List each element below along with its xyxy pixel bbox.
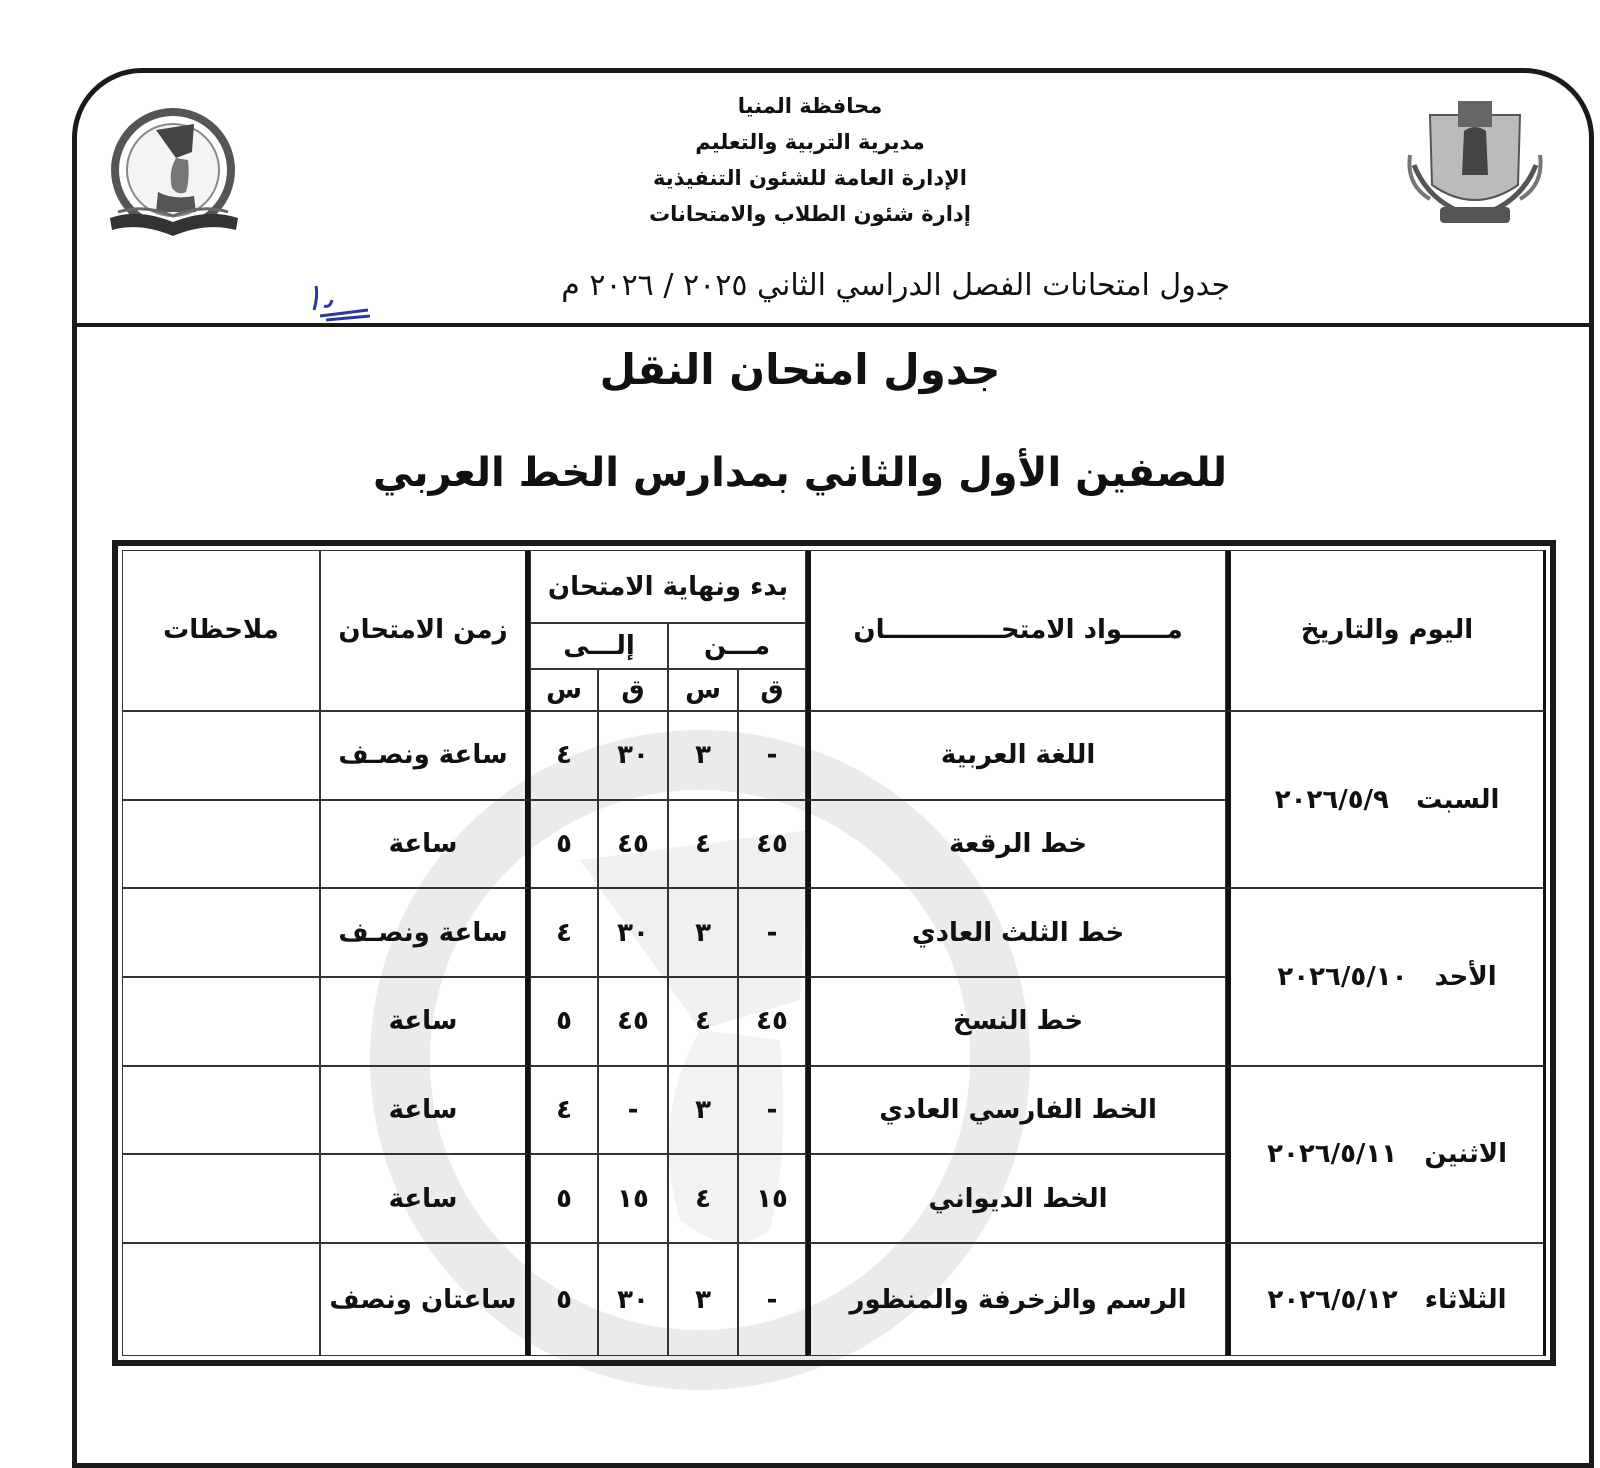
- day-date-cell: [1226, 711, 1546, 888]
- document-title: جدول امتحانات الفصل الدراسي الثاني ٢٠٢٥ / ٢٠٢٦ م: [561, 268, 1230, 303]
- day-date-cell: [1226, 1243, 1546, 1356]
- subject-cell: خط النسخ: [806, 977, 1226, 1066]
- from-hour-cell: ٣: [668, 711, 738, 800]
- duration-cell: ساعة ونصـف: [320, 711, 530, 800]
- table-row: [122, 888, 1546, 977]
- exam-date: ٢٠٢٦/٥/١٢: [1267, 1284, 1398, 1315]
- notes-cell: [122, 800, 320, 889]
- to-minute-cell: ٤٥: [598, 977, 668, 1066]
- from-minute-cell: -: [738, 1066, 806, 1155]
- notes-cell: [122, 1154, 320, 1243]
- schedule-grid: [122, 550, 1546, 1356]
- to-hour-cell: ٤: [530, 711, 598, 800]
- nefertiti-logo-icon: [98, 100, 248, 250]
- governorate-name: محافظة المنيا: [737, 94, 883, 118]
- header-start-end: بدء ونهاية الامتحان: [530, 550, 806, 623]
- from-hour-cell: ٣: [668, 888, 738, 977]
- exam-schedule-table: [112, 540, 1556, 1366]
- to-hour-cell: ٤: [530, 1066, 598, 1155]
- to-hour-cell: ٥: [530, 1243, 598, 1356]
- notes-cell: [122, 1066, 320, 1155]
- header-subjects: مـــــواد الامتحـــــــــــــان: [806, 550, 1226, 711]
- to-minute-cell: ٣٠: [598, 711, 668, 800]
- header-from-hour: س: [668, 669, 738, 711]
- exam-subtitle: للصفين الأول والثاني بمدارس الخط العربي: [373, 450, 1227, 496]
- to-minute-cell: ٣٠: [598, 888, 668, 977]
- header-to-hour: س: [530, 669, 598, 711]
- duration-cell: ساعة: [320, 1154, 530, 1243]
- to-hour-cell: ٥: [530, 977, 598, 1066]
- duration-cell: ساعة: [320, 977, 530, 1066]
- exam-date: ٢٠٢٦/٥/٩: [1274, 784, 1389, 815]
- header-from-minute: ق: [738, 669, 806, 711]
- from-hour-cell: ٤: [668, 977, 738, 1066]
- day-date-cell: [1226, 888, 1546, 1065]
- day-name: الثلاثاء: [1424, 1284, 1507, 1315]
- table-row: [122, 711, 1546, 800]
- subject-cell: خط الرقعة: [806, 800, 1226, 889]
- to-minute-cell: ٤٥: [598, 800, 668, 889]
- duration-cell: ساعة: [320, 800, 530, 889]
- header-to: إلـــى: [530, 623, 668, 669]
- to-minute-cell: ١٥: [598, 1154, 668, 1243]
- day-name: الاثنين: [1424, 1139, 1507, 1170]
- header-notes: ملاحظات: [122, 550, 320, 711]
- day-name: الأحد: [1434, 961, 1497, 992]
- table-row: [122, 1066, 1546, 1155]
- from-hour-cell: ٤: [668, 1154, 738, 1243]
- to-hour-cell: ٥: [530, 1154, 598, 1243]
- table-row: [122, 1243, 1546, 1356]
- governorate-seal-icon: [1400, 95, 1550, 235]
- directorate-name: مديرية التربية والتعليم: [695, 130, 925, 154]
- notes-cell: [122, 888, 320, 977]
- from-hour-cell: ٣: [668, 1243, 738, 1356]
- to-hour-cell: ٥: [530, 800, 598, 889]
- from-minute-cell: ٤٥: [738, 800, 806, 889]
- subject-cell: خط الثلث العادي: [806, 888, 1226, 977]
- notes-cell: [122, 977, 320, 1066]
- header-from: مـــن: [668, 623, 806, 669]
- day-date-cell: [1226, 1066, 1546, 1243]
- exam-date: ٢٠٢٦/٥/١٠: [1277, 961, 1408, 992]
- to-hour-cell: ٤: [530, 888, 598, 977]
- from-minute-cell: -: [738, 888, 806, 977]
- subject-cell: الرسم والزخرفة والمنظور: [806, 1243, 1226, 1356]
- notes-cell: [122, 1243, 320, 1356]
- to-minute-cell: -: [598, 1066, 668, 1155]
- handwritten-page-mark: [298, 276, 378, 326]
- header-to-minute: ق: [598, 669, 668, 711]
- exam-date: ٢٠٢٦/٥/١١: [1267, 1139, 1398, 1170]
- exams-administration-name: إدارة شئون الطلاب والامتحانات: [649, 202, 971, 226]
- header-duration: زمن الامتحان: [320, 550, 530, 711]
- from-minute-cell: -: [738, 1243, 806, 1356]
- duration-cell: ساعة ونصـف: [320, 888, 530, 977]
- from-hour-cell: ٣: [668, 1066, 738, 1155]
- day-name: السبت: [1416, 784, 1500, 815]
- issuing-authority: [600, 88, 1020, 232]
- duration-cell: ساعتان ونصف: [320, 1243, 530, 1356]
- from-minute-cell: -: [738, 711, 806, 800]
- general-administration-name: الإدارة العامة للشئون التنفيذية: [653, 166, 967, 190]
- subject-cell: الخط الديواني: [806, 1154, 1226, 1243]
- subject-cell: الخط الفارسي العادي: [806, 1066, 1226, 1155]
- from-minute-cell: ١٥: [738, 1154, 806, 1243]
- notes-cell: [122, 711, 320, 800]
- subject-cell: اللغة العربية: [806, 711, 1226, 800]
- to-minute-cell: ٣٠: [598, 1243, 668, 1356]
- exam-title: جدول امتحان النقل: [599, 345, 1001, 394]
- duration-cell: ساعة: [320, 1066, 530, 1155]
- header-day-date: اليوم والتاريخ: [1226, 550, 1546, 711]
- from-hour-cell: ٤: [668, 800, 738, 889]
- from-minute-cell: ٤٥: [738, 977, 806, 1066]
